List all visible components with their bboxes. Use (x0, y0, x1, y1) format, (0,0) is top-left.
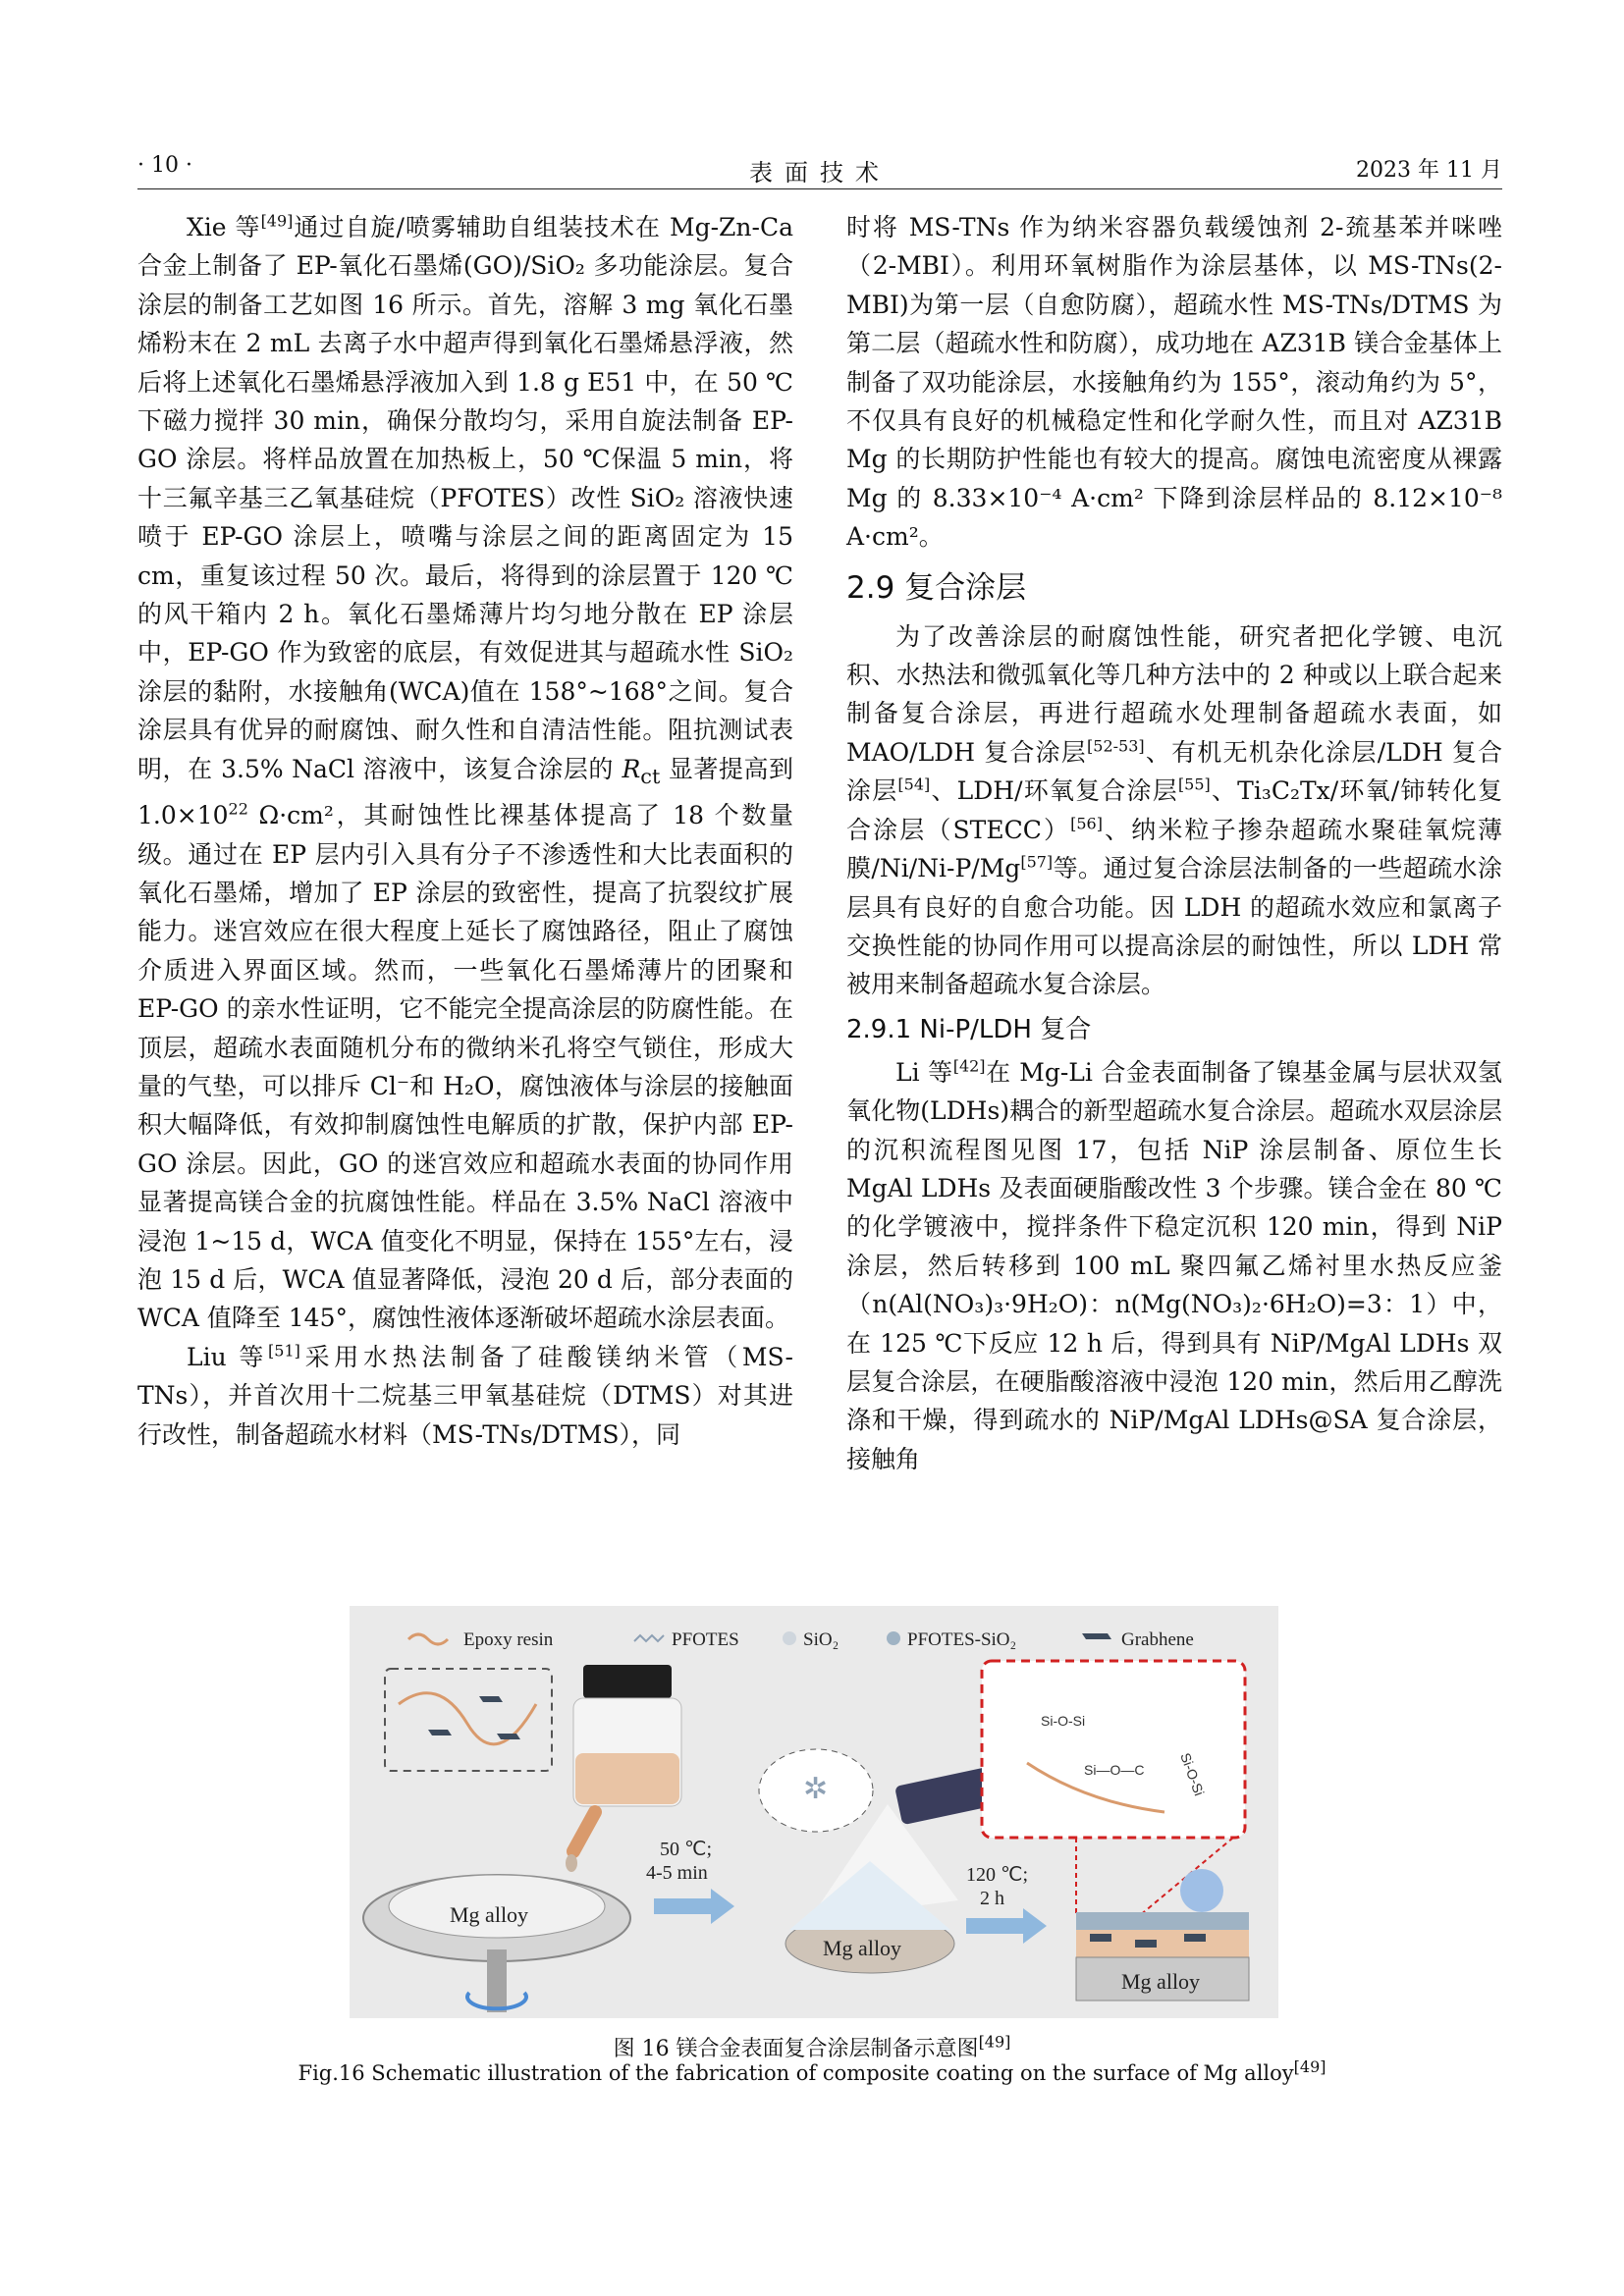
svg-text:✲: ✲ (803, 1772, 829, 1806)
journal-name: 表面技术 (749, 159, 891, 187)
inset-box-right (982, 1661, 1245, 1838)
mg-label-2: Mg alloy (823, 1936, 902, 1960)
water-droplet (1180, 1869, 1223, 1912)
step1-temp: 50 ℃; (660, 1839, 713, 1860)
vial-cap (583, 1665, 672, 1698)
issue-date: 2023 年 11 月 (1356, 158, 1502, 183)
step2-time: 2 h (980, 1888, 1004, 1909)
mg-label-1: Mg alloy (450, 1902, 529, 1927)
citation[interactable]: [42] (952, 1056, 986, 1076)
step1-time: 4-5 min (646, 1862, 708, 1884)
citation[interactable]: [54] (897, 774, 931, 794)
citation[interactable]: [57] (1020, 852, 1054, 872)
section-heading-2-9: 2.9 复合涂层 (846, 569, 1027, 606)
citation[interactable]: [49] (260, 211, 294, 231)
paragraph-li: Li 等[42]在 Mg-Li 合金表面制备了镍基金属与层状双氢氧化物(LDHs)耦合的新型超疏水复合涂层。超疏水双层涂层的沉积流程图见图 17，包括 NiP 涂层制备、原位生长 MgAl LDHs 及表面硬脂酸改性 3 个步骤。镁合金在 80 ℃的化学镀液中，搅拌条件下稳定沉积 120 min，得到 NiP 涂层，然后转移到 100 mL 聚四氟乙烯衬里水热反应釜（n(Al(NO₃)₃·9H₂O)：n(Mg(NO₃)₂·6H₂O)=3：1）中，在 125 ℃下反应 12 h 后，得到具有 NiP/MgAl LDHs 双层复合涂层，在硬脂酸溶液中浸泡 120 min，然后用乙醇洗涤和干燥，得到疏水的 NiP/MgAl LDHs@SA 复合涂层，接触角 (846, 1056, 1503, 1473)
legend-graphene: Grabhene (1121, 1629, 1194, 1650)
step2-temp: 120 ℃; (966, 1864, 1029, 1886)
page-header (137, 153, 1502, 187)
citation[interactable]: [56] (1070, 814, 1103, 833)
paragraph-xie: Xie 等[49]通过自旋/喷雾辅助自组装技术在 Mg-Zn-Ca 合金上制备了 EP-氧化石墨烯(GO)/SiO₂ 多功能涂层。复合涂层的制备工艺如图 16 所示。首先，溶解 3 mg 氧化石墨烯粉末在 2 mL 去离子水中超声得到氧化石墨烯悬浮液，然后将上述氧化石墨烯悬浮液加入到 1.8 g E51 中，在 50 ℃下磁力搅拌 30 min，确保分散均匀，采用自旋法制备 EP-GO 涂层。将样品放置在加热板上，50 ℃保温 5 min，将十三氟辛基三乙氧基硅烷（PFOTES）改性 SiO₂ 溶液快速喷于 EP-GO 涂层上，喷嘴与涂层之间的距离固定为 15 cm，重复该过程 50 次。最后，将得到的涂层置于 120 ℃的风干箱内 2 h。氧化石墨烯薄片均匀地分散在 EP 涂层中，EP-GO 作为致密的底层，有效促进其与超疏水性 SiO₂ 涂层的黏附，水接触角(WCA)值在 158°~168°之间。复合涂层具有优异的耐腐蚀、耐久性和自清洁性能。阻抗测试表明，在 3.5% NaCl 溶液中，该复合涂层的 $R_{ct}$ 显著提高到 $1.0\times 10^{22}$ Ω·cm²，其耐蚀性比裸基体提高了 18 个数量级。通过在 EP 层内引入具有分子不渗透性和大比表面积的氧化石墨烯，增加了 EP 涂层的致密性，提高了抗裂纹扩展能力。迷宫效应在很大程度上延长了腐蚀路径，阻止了腐蚀介质进入界面区域。然而，一些氧化石墨烯薄片的团聚和 EP-GO 的亲水性证明，它不能完全提高涂层的防腐性能。在顶层，超疏水表面随机分布的微纳米孔将空气锁住，形成大量的气垫，可以排斥 Cl⁻和 H₂O，腐蚀液体与涂层的接触面积大幅降低，有效抑制腐蚀性电解质的扩散，保护内部 EP-GO 涂层。因此，GO 的迷宫效应和超疏水表面的协同作用显著提高镁合金的抗腐蚀性能。样品在 3.5% NaCl 溶液中浸泡 1~15 d，WCA 值变化不明显，保持在 155°左右，浸泡 15 d 后，WCA 值显著降低，浸泡 20 d 后，部分表面的 WCA 值降至 145°，腐蚀性液体逐渐破坏超疏水涂层表面。 (137, 211, 793, 1333)
si-o-c-label: Si—O—C (1084, 1762, 1145, 1778)
citation[interactable]: [55] (1177, 774, 1211, 794)
paragraph-liu: Liu 等[51]采用水热法制备了硅酸镁纳米管（MS-TNs），并首次用十二烷基三甲氧基硅烷（DTMS）对其进行改性，制备超疏水材料（MS-TNs/DTMS），同 (137, 1341, 793, 1449)
si-o-si-label-2: Si-O-Si (1177, 1750, 1208, 1798)
header-rule (137, 188, 1502, 189)
paragraph-composite: 为了改善涂层的耐腐蚀性能，研究者把化学镀、电沉积、水热法和微弧氧化等几种方法中的 2 种或以上联合起来制备复合涂层，再进行超疏水处理制备超疏水表面，如 MAO/LDH 复合涂层[52-53]、有机无机杂化涂层/LDH 复合涂层[54]、LDH/环氧复合涂层[55]、Ti₃C₂Tx/环氧/铈转化复合涂层（STECC）[56]、纳米粒子掺杂超疏水聚硅氧烷薄膜/Ni/Ni-P/Mg[57]等。通过复合涂层法制备的一些超疏水涂层具有良好的自愈合功能。因 LDH 的超疏水效应和氯离子交换性能的协同作用可以提高涂层的耐蚀性，所以 LDH 常被用来制备超疏水复合涂层。 (846, 621, 1502, 999)
citation[interactable]: [49] (1293, 2057, 1326, 2076)
graphene-legend-icon (1082, 1633, 1111, 1639)
citation[interactable]: [49] (978, 2032, 1011, 2052)
figure-caption-en: Fig.16 Schematic illustration of the fabrication of composite coating on the surface of Mg alloy[49] (298, 2057, 1326, 2085)
left-column (137, 208, 793, 1454)
legend-pfotes: PFOTES (672, 1629, 739, 1650)
citation[interactable]: [51] (268, 1341, 300, 1361)
section-heading-2-9-1: 2.9.1 Ni-P/LDH 复合 (846, 1014, 1092, 1044)
pfotes-sio2-legend-icon (887, 1631, 900, 1645)
mg-label-3: Mg alloy (1121, 1969, 1201, 1994)
right-column (846, 208, 1502, 1478)
figure-caption-cn: 图 16 镁合金表面复合涂层制备示意图[49] (613, 2032, 1011, 2061)
figure-16-schematic (350, 1606, 1278, 2018)
legend-epoxy: Epoxy resin (463, 1629, 554, 1650)
citation[interactable]: [52-53] (1087, 736, 1145, 756)
si-o-si-label-1: Si-O-Si (1041, 1713, 1086, 1729)
paragraph-continued: 时将 MS-TNs 作为纳米容器负载缓蚀剂 2-巯基苯并咪唑（2-MBI）。利用环氧树脂作为涂层基体，以 MS-TNs(2-MBI)为第一层（自愈防腐），超疏水性 MS-TNs/DTMS 为第二层（超疏水性和防腐），成功地在 AZ31B 镁合金基体上制备了双功能涂层，水接触角约为 155°，滚动角约为 5°，不仅具有良好的机械稳定性和化学耐久性，而且对 AZ31B Mg 的长期防护性能也有较大的提高。腐蚀电流密度从裸露 Mg 的 8.33×10⁻⁴ A·cm² 下降到涂层样品的 8.12×10⁻⁸ A·cm²。 (846, 213, 1502, 552)
sio2-legend-icon (783, 1631, 796, 1645)
legend-sio2: SiO₂ (803, 1629, 839, 1650)
legend-pfotes-sio2: PFOTES-SiO₂ (907, 1629, 1017, 1650)
page-number: · 10 · (137, 153, 192, 178)
figure-16 (350, 1606, 1278, 2018)
